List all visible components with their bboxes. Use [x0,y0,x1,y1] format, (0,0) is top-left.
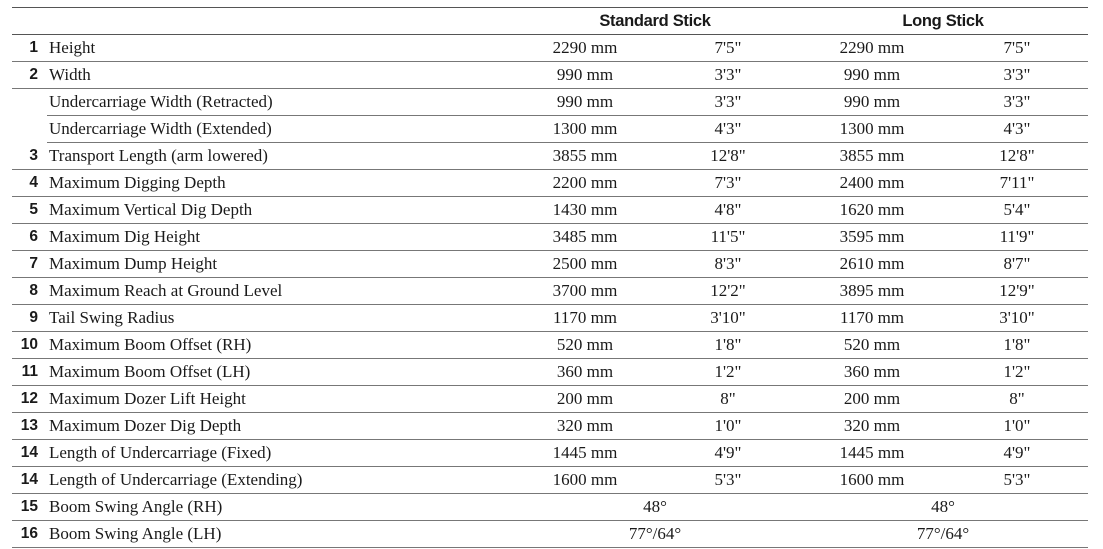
standard-mm: 1170 mm [512,305,658,332]
row-number: 6 [12,224,47,251]
long-ft: 1'0" [946,413,1088,440]
header-long-stick: Long Stick [798,8,1088,35]
row-number: 12 [12,386,47,413]
standard-ft: 7'5" [658,35,798,62]
standard-ft: 8'3" [658,251,798,278]
long-mm: 1600 mm [798,467,946,494]
standard-ft: 3'10" [658,305,798,332]
standard-mm: 1600 mm [512,467,658,494]
table-row [12,359,1088,386]
table-row [12,521,1088,548]
row-number [12,89,47,116]
standard-ft: 4'9" [658,440,798,467]
standard-ft: 3'3" [658,89,798,116]
row-number: 1 [12,35,47,62]
long-ft: 12'8" [946,143,1088,170]
row-label: Maximum Vertical Dig Depth [47,197,512,224]
long-ft: 3'10" [946,305,1088,332]
table-row [12,332,1088,359]
table-row [12,116,1088,143]
long-mm: 200 mm [798,386,946,413]
row-number: 7 [12,251,47,278]
long-ft: 7'11" [946,170,1088,197]
long-ft: 4'3" [946,116,1088,143]
table-row [12,143,1088,170]
standard-mm: 360 mm [512,359,658,386]
standard-ft: 1'8" [658,332,798,359]
standard-mm: 3855 mm [512,143,658,170]
row-label: Maximum Dozer Dig Depth [47,413,512,440]
standard-mm: 2500 mm [512,251,658,278]
standard-mm: 3700 mm [512,278,658,305]
standard-ft: 12'2" [658,278,798,305]
table-row [12,467,1088,494]
long-ft: 8'7" [946,251,1088,278]
row-label: Boom Swing Angle (RH) [47,494,512,521]
row-label: Maximum Digging Depth [47,170,512,197]
long-mm: 1620 mm [798,197,946,224]
standard-ft: 3'3" [658,62,798,89]
long-mm: 1445 mm [798,440,946,467]
row-label: Height [47,35,512,62]
long-mm: 360 mm [798,359,946,386]
long-ft: 8" [946,386,1088,413]
row-label: Maximum Dig Height [47,224,512,251]
standard-value: 77°/64° [512,521,798,548]
row-label: Boom Swing Angle (LH) [47,521,512,548]
standard-mm: 520 mm [512,332,658,359]
long-ft: 5'3" [946,467,1088,494]
row-number: 15 [12,494,47,521]
header-standard-stick: Standard Stick [512,8,798,35]
row-number: 11 [12,359,47,386]
row-label: Maximum Dozer Lift Height [47,386,512,413]
standard-ft: 5'3" [658,467,798,494]
standard-ft: 4'3" [658,116,798,143]
long-mm: 990 mm [798,89,946,116]
long-mm: 320 mm [798,413,946,440]
dimensions-table [12,7,1088,548]
long-mm: 2290 mm [798,35,946,62]
row-label: Maximum Boom Offset (RH) [47,332,512,359]
table-row [12,386,1088,413]
standard-mm: 2200 mm [512,170,658,197]
long-mm: 1300 mm [798,116,946,143]
row-label: Length of Undercarriage (Fixed) [47,440,512,467]
table-row [12,197,1088,224]
standard-ft: 1'0" [658,413,798,440]
row-number [12,116,47,143]
row-number: 13 [12,413,47,440]
standard-ft: 8" [658,386,798,413]
row-label: Maximum Dump Height [47,251,512,278]
standard-ft: 7'3" [658,170,798,197]
long-ft: 12'9" [946,278,1088,305]
standard-mm: 2290 mm [512,35,658,62]
standard-mm: 1445 mm [512,440,658,467]
long-ft: 5'4" [946,197,1088,224]
table-header-row [12,8,1088,35]
standard-mm: 990 mm [512,89,658,116]
long-mm: 520 mm [798,332,946,359]
long-ft: 3'3" [946,62,1088,89]
row-label: Width [47,62,512,89]
table-row [12,278,1088,305]
row-label: Transport Length (arm lowered) [47,143,512,170]
table-row [12,62,1088,89]
long-ft: 3'3" [946,89,1088,116]
row-number: 16 [12,521,47,548]
row-number: 5 [12,197,47,224]
row-number: 2 [12,62,47,89]
row-number: 10 [12,332,47,359]
long-ft: 11'9" [946,224,1088,251]
row-number: 9 [12,305,47,332]
long-ft: 4'9" [946,440,1088,467]
standard-mm: 990 mm [512,62,658,89]
long-ft: 1'2" [946,359,1088,386]
table-row [12,224,1088,251]
long-mm: 1170 mm [798,305,946,332]
standard-mm: 1300 mm [512,116,658,143]
standard-ft: 12'8" [658,143,798,170]
standard-mm: 200 mm [512,386,658,413]
standard-mm: 3485 mm [512,224,658,251]
long-mm: 3855 mm [798,143,946,170]
standard-value: 48° [512,494,798,521]
row-number: 3 [12,143,47,170]
long-mm: 990 mm [798,62,946,89]
table-row [12,305,1088,332]
long-mm: 3895 mm [798,278,946,305]
row-label: Undercarriage Width (Retracted) [47,89,512,116]
standard-mm: 1430 mm [512,197,658,224]
row-label: Maximum Boom Offset (LH) [47,359,512,386]
row-number: 14 [12,440,47,467]
row-number: 4 [12,170,47,197]
long-mm: 2610 mm [798,251,946,278]
standard-ft: 4'8" [658,197,798,224]
standard-ft: 1'2" [658,359,798,386]
standard-ft: 11'5" [658,224,798,251]
long-value: 48° [798,494,1088,521]
long-value: 77°/64° [798,521,1088,548]
long-ft: 7'5" [946,35,1088,62]
row-label: Undercarriage Width (Extended) [47,116,512,143]
table-row [12,89,1088,116]
row-label: Tail Swing Radius [47,305,512,332]
table-row [12,440,1088,467]
table-row [12,494,1088,521]
table-row [12,251,1088,278]
standard-mm: 320 mm [512,413,658,440]
row-label: Length of Undercarriage (Extending) [47,467,512,494]
row-number: 14 [12,467,47,494]
long-mm: 3595 mm [798,224,946,251]
row-number: 8 [12,278,47,305]
row-label: Maximum Reach at Ground Level [47,278,512,305]
table-body [12,35,1088,548]
table-row [12,170,1088,197]
table-row [12,35,1088,62]
table-row [12,413,1088,440]
long-mm: 2400 mm [798,170,946,197]
long-ft: 1'8" [946,332,1088,359]
